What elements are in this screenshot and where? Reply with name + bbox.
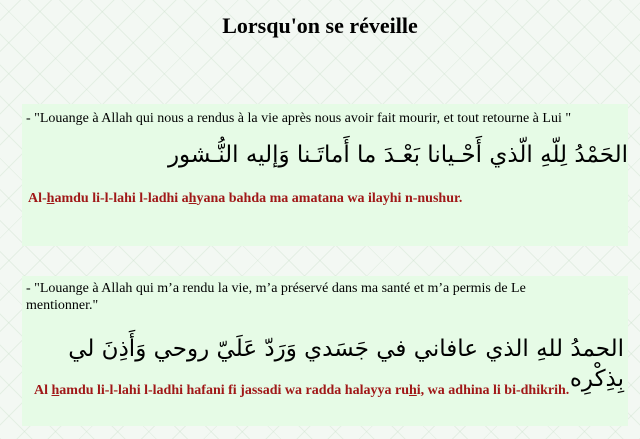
dua-2-translit-part-4: h bbox=[408, 383, 417, 398]
dua-card-2 bbox=[22, 276, 628, 426]
page-title: Lorsqu'on se réveille bbox=[222, 13, 418, 38]
dua-2-translit-part-2: h bbox=[51, 383, 60, 398]
dua-2-arabic-text: الحمدُ للهِ الذي عافاني في جَسَدي وَرَدّ عَلَيّ روحي وَأَذِنَ لي بِذِكْرِه bbox=[68, 336, 624, 392]
dua-2-translit-part-5: i, wa adhina li bi-dhikrih. bbox=[416, 383, 570, 398]
dua-2-translit-part-3: amdu li-l-lahi l-ladhi hafani fi jassadi wa radda halayya ru bbox=[59, 383, 409, 398]
dua-1-translit-part-3: amdu li-l-lahi l-ladhi a bbox=[54, 191, 189, 206]
dua-1-translit-part-4: h bbox=[188, 191, 197, 206]
dua-1-translit-part-1: Al- bbox=[28, 191, 47, 206]
dua-1-transliteration bbox=[28, 190, 624, 207]
dua-1-french-text: - "Louange à Allah qui nous a rendus à la vie après nous avoir fait mourir, et tout retourne à Lui " bbox=[26, 111, 572, 126]
dua-1-translit-part-2: h bbox=[46, 191, 55, 206]
dua-1-translit-part-5: yana bahda ma amatana wa ilayhi n-nushur. bbox=[196, 191, 463, 206]
dua-2-translit-part-1: Al bbox=[34, 383, 52, 398]
dua-2-french-text: - "Louange à Allah qui m’a rendu la vie, m’a préservé dans ma santé et m’a permis de Le mentionner." bbox=[26, 281, 526, 313]
dua-card-1 bbox=[22, 104, 628, 246]
dua-2-transliteration bbox=[34, 382, 628, 399]
dua-1-arabic-text: الحَمْدُ لِلّهِ الّذي أَحْـيانا بَعْـدَ ما أَماتَـنا وَإليه النُّـشور bbox=[167, 142, 628, 168]
